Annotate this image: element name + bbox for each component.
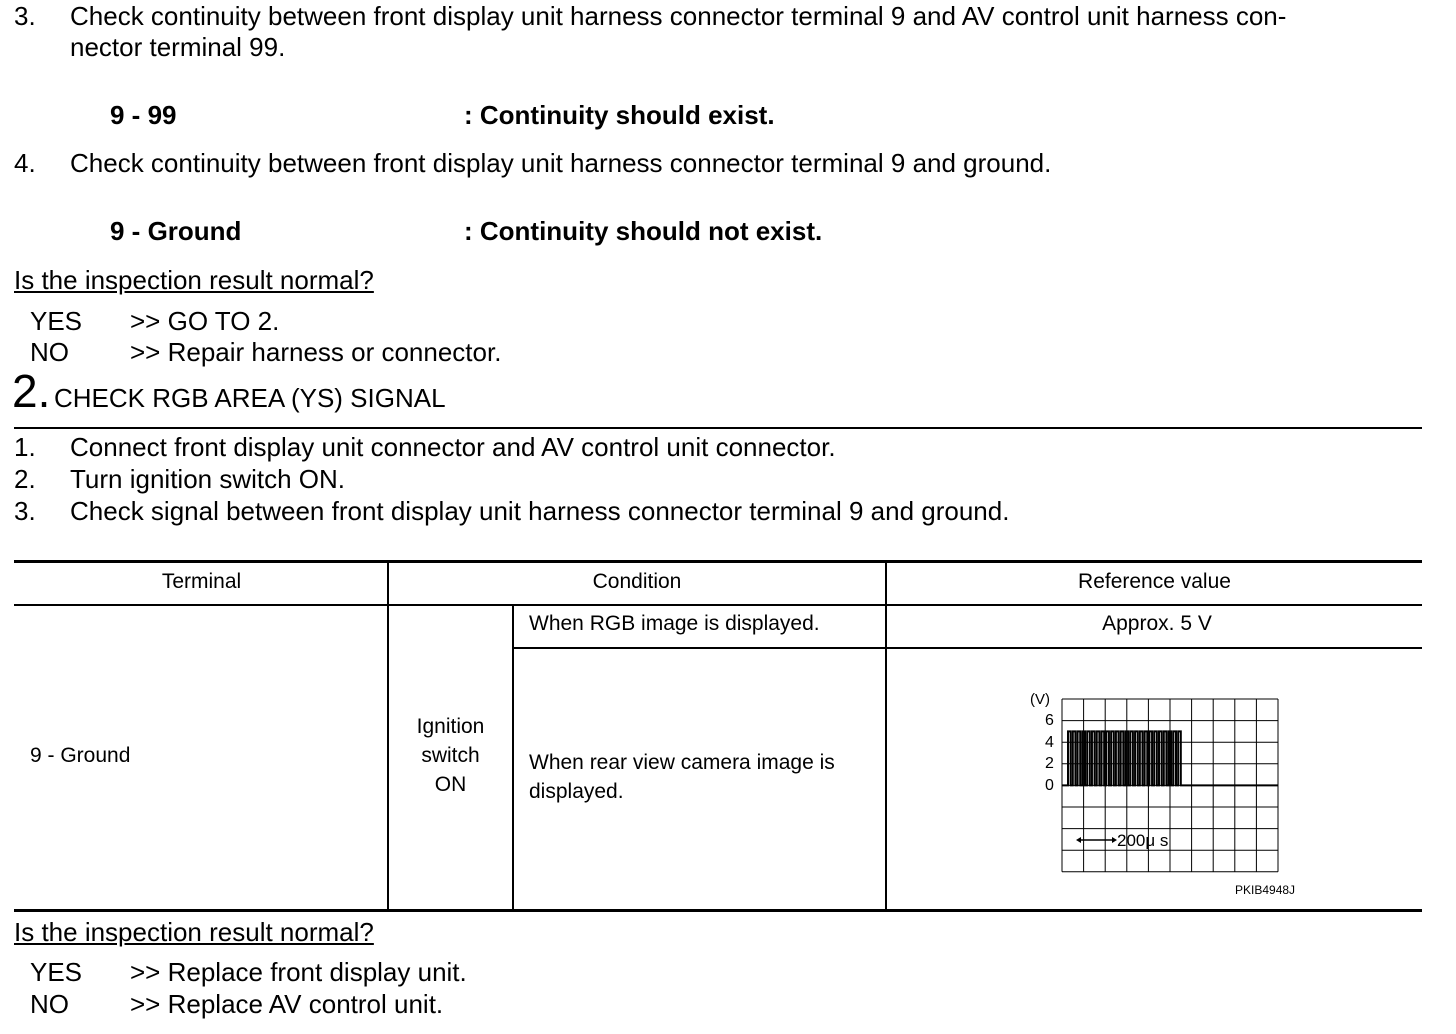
section-number: 2. — [12, 365, 51, 417]
answer-key: NO — [30, 989, 69, 1019]
answer-key: NO — [30, 337, 69, 367]
figure-id: PKIB4948J — [1235, 883, 1296, 897]
spec-value: : Continuity should exist. — [464, 100, 775, 130]
scope-y-tick: 0 — [1045, 777, 1054, 794]
step-text: Connect front display unit connector and AV control unit connector. — [70, 432, 836, 462]
step-text: Check continuity between front display unit harness connector terminal 9 and AV control unit harness con- — [70, 1, 1287, 31]
ignition-line: Ignition — [416, 715, 485, 738]
step-text: Check signal between front display unit harness connector terminal 9 and ground. — [70, 496, 1010, 526]
header-reference: Reference value — [1078, 570, 1231, 593]
header-terminal: Terminal — [161, 570, 242, 593]
step-number: 2. — [14, 464, 36, 494]
step-number: 1. — [14, 432, 36, 462]
step-text: Turn ignition switch ON. — [70, 464, 346, 494]
ignition-line: switch — [421, 744, 480, 767]
condition-text: When RGB image is displayed. — [529, 612, 820, 635]
step-number: 3. — [14, 496, 36, 526]
section-divider — [14, 427, 1422, 429]
scope-y-tick: 2 — [1045, 755, 1054, 772]
oscilloscope-waveform — [1020, 682, 1320, 902]
answer-action: >> Replace front display unit. — [130, 957, 467, 987]
step-number: 4. — [14, 148, 36, 178]
table-header-divider — [14, 604, 1422, 606]
table-bottom-border — [14, 909, 1422, 912]
inspection-question: Is the inspection result normal? — [14, 265, 374, 295]
answer-key: YES — [30, 306, 83, 336]
scope-time-arrow-left — [1076, 837, 1081, 843]
ignition-line: ON — [434, 773, 467, 796]
condition-text-continued: displayed. — [529, 780, 624, 803]
answer-action: >> GO TO 2. — [130, 306, 280, 336]
table-col-divider — [512, 605, 514, 910]
terminal-value: 9 - Ground — [30, 744, 131, 767]
answer-action: >> Replace AV control unit. — [130, 989, 444, 1019]
table-top-border — [14, 560, 1422, 563]
spec-value: : Continuity should not exist. — [464, 216, 823, 246]
scope-y-tick: 6 — [1045, 712, 1054, 729]
step-number: 3. — [14, 1, 36, 31]
condition-text: When rear view camera image is — [529, 751, 835, 774]
reference-value: Approx. 5 V — [1102, 612, 1212, 635]
scope-unit-label: (V) — [1030, 691, 1050, 708]
spec-label: 9 - Ground — [110, 216, 242, 246]
step-text-continued: nector terminal 99. — [70, 32, 286, 62]
answer-action: >> Repair harness or connector. — [130, 337, 502, 367]
spec-label: 9 - 99 — [110, 100, 177, 130]
step-text: Check continuity between front display unit harness connector terminal 9 and ground. — [70, 148, 1052, 178]
answer-key: YES — [30, 957, 83, 987]
scope-time-label: 200μ s — [1117, 831, 1169, 850]
scope-y-tick: 4 — [1045, 734, 1054, 751]
inspection-question: Is the inspection result normal? — [14, 917, 374, 947]
section-title: CHECK RGB AREA (YS) SIGNAL — [54, 383, 446, 413]
header-condition: Condition — [592, 570, 682, 593]
table-row-divider — [512, 647, 1422, 649]
